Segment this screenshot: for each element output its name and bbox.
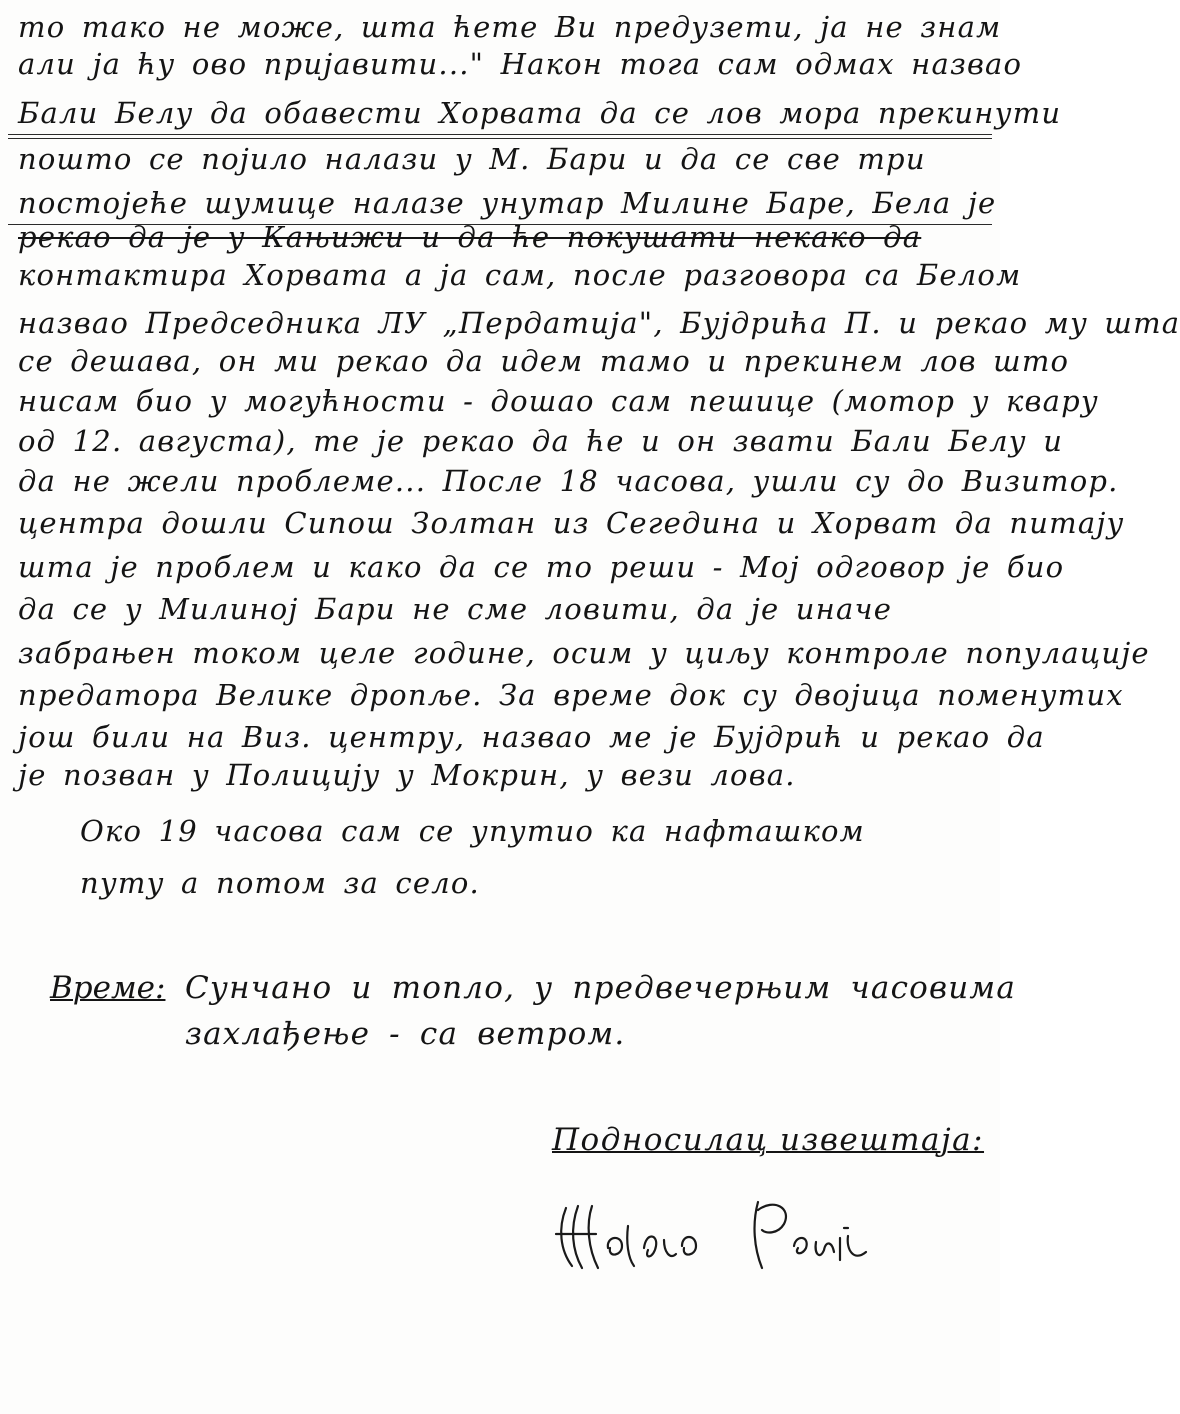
text-line-21: путу а потом за село. — [80, 866, 480, 900]
text-line-3: Бали Белу да обавести Хорвата да се лов мора прекинути — [18, 96, 1062, 130]
ruled-line — [8, 138, 992, 139]
text-line-10: нисам био у могућности - дошао сам пешице (мотор у квару — [18, 384, 1099, 418]
text-line-15: да се у Милиној Бари не сме ловити, да је иначе — [18, 592, 893, 626]
text-line-18: још били на Виз. центру, назвао ме је Бујдрић и рекао да — [18, 720, 1045, 754]
text-line-17: предатора Велике дропље. За време док су двојица поменутих — [18, 678, 1124, 712]
text-line-5: постојеће шумице налазе унутар Милине Баре, Бела је — [18, 186, 997, 220]
weather-text-line-1: Сунчано и топло, у предвечерњим часовима — [185, 970, 1017, 1006]
text-line-4: пошто се појило налази у М. Бари и да се све три — [18, 142, 926, 176]
handwritten-signature — [548, 1188, 878, 1278]
text-line-7: контактира Хорвата а ја сам, после разговора са Белом — [18, 258, 1022, 292]
text-line-2: али ја ћу ово пријавити..." Након тога сам одмах назвао — [18, 47, 1023, 81]
signature-label: Подносилац извештаја: — [552, 1122, 985, 1158]
text-line-6: рекао да је у Кањижи и да ће покушати некако да — [18, 220, 922, 254]
text-line-9: се дешава, он ми рекао да идем тамо и прекинем лов што — [18, 344, 1070, 378]
text-line-16: забрањен током целе године, осим у циљу контроле популације — [18, 636, 1150, 670]
text-line-20: Око 19 часова сам се упутио ка нафташком — [80, 814, 865, 848]
text-line-19: је позван у Полицију у Мокрин, у вези лова. — [18, 758, 796, 792]
weather-text-line-2: захлађење - са ветром. — [185, 1016, 626, 1052]
text-line-13: центра дошли Сипош Золтан из Сегедина и Хорват да питају — [18, 506, 1125, 540]
text-line-8: назвао Председника ЛУ „Пердатија", Бујдрића П. и рекао му шта — [18, 306, 1180, 340]
weather-label: Време: — [50, 970, 166, 1006]
text-line-14: шта је проблем и како да се то реши - Мој одговор је био — [18, 550, 1065, 584]
text-line-12: да не жели проблеме... После 18 часова, ушли су до Визитор. — [18, 464, 1119, 498]
text-line-11: од 12. августа), те је рекао да ће и он звати Бали Белу и — [18, 424, 1064, 458]
text-line-1: то тако не може, шта ћете Ви предузети, ја не знам — [18, 10, 1002, 44]
ruled-line — [8, 134, 992, 135]
